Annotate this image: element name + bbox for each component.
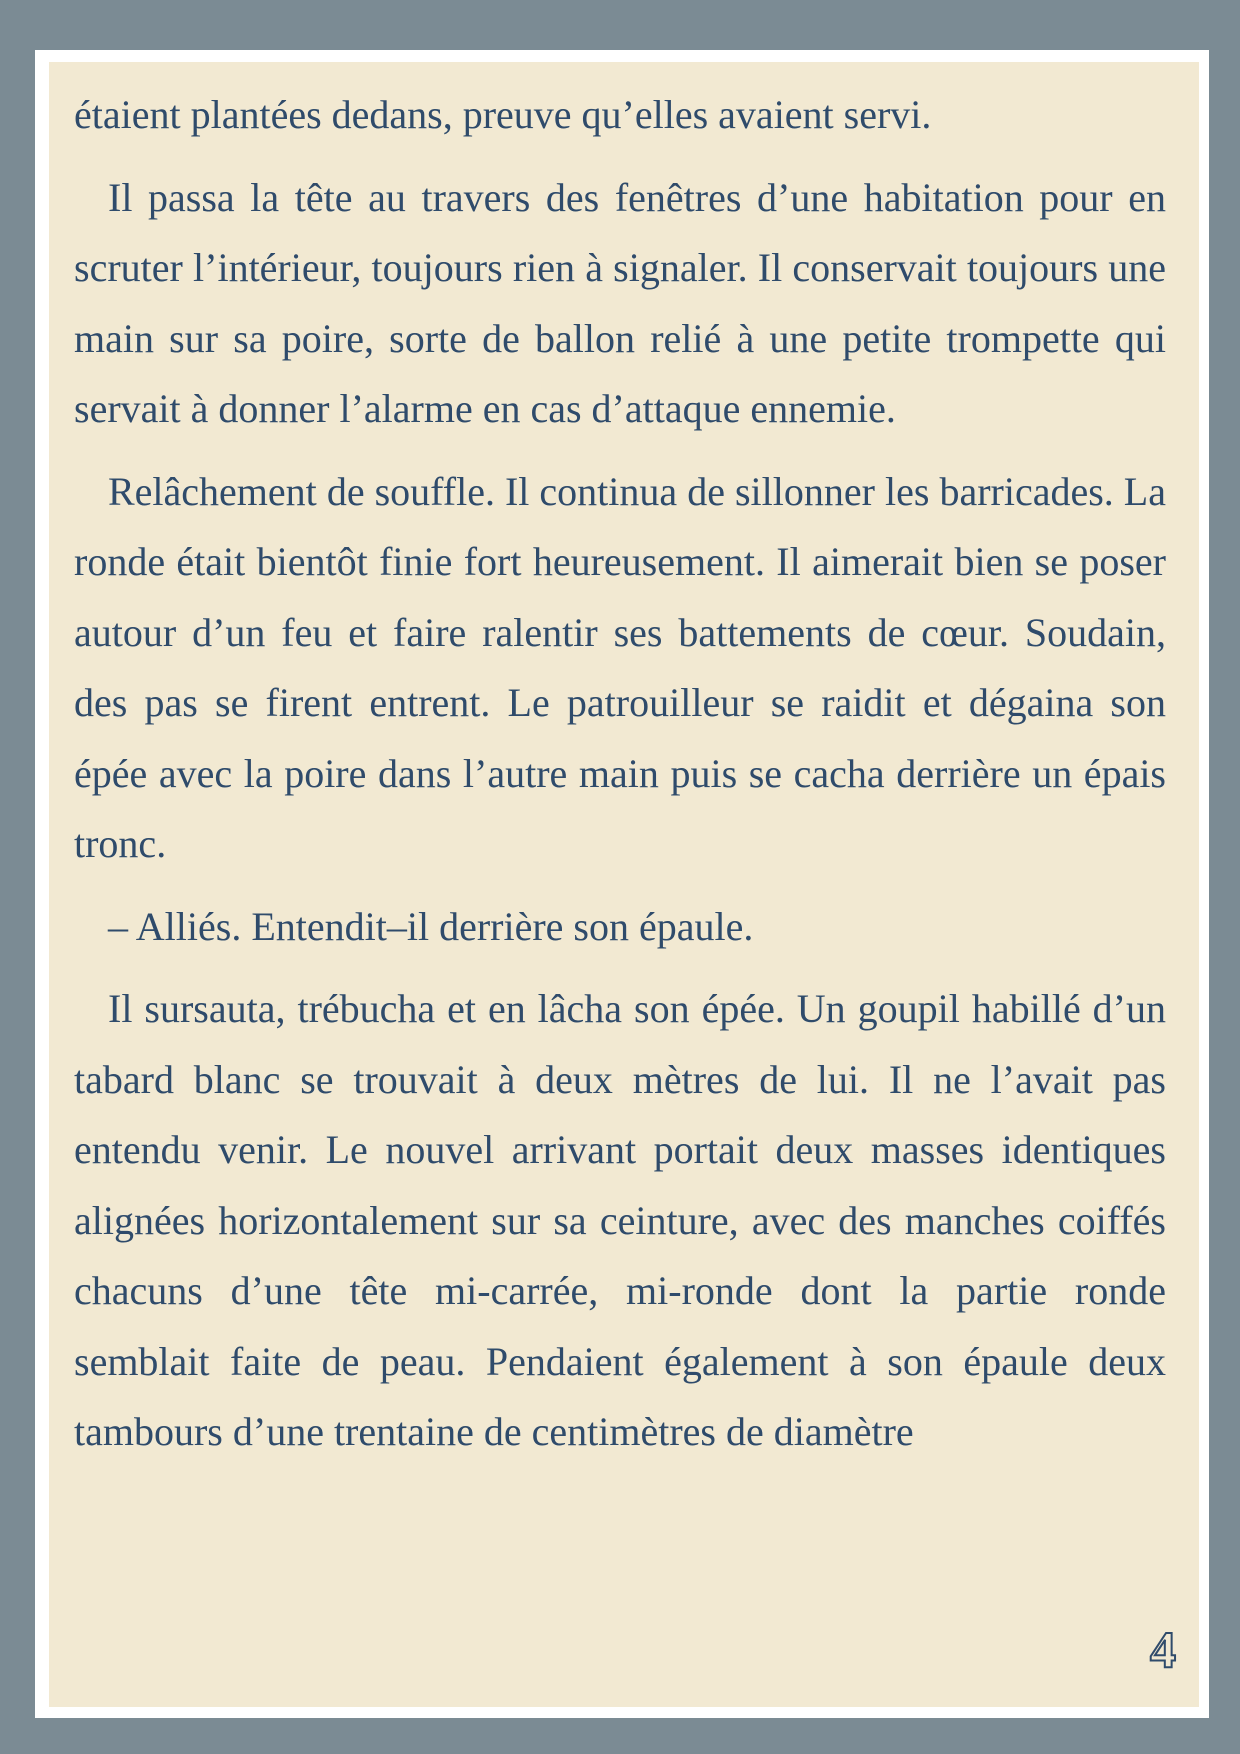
paragraph-5: Il sursauta, trébucha et en lâcha son épée. Un goupil habillé d’un tabard blanc se trouvait à deux mètres de lui. Il ne l’avait pas entendu venir. Le nouvel arrivant portait deux masses identiques alignées horizontalement sur sa ceinture, avec des manches coiffés chacuns d’une tête mi-carrée, mi-ronde dont la partie ronde semblait faite de peau. Pendaient également à son épaule deux tambours d’une trentaine de centimètres de diamètre [74,986,1166,1454]
page-number-badge [1141,1623,1185,1679]
page-number: 4 [1150,1623,1176,1679]
paragraph-1: étaient plantées dedans, preuve qu’elles avaient servi. [74,92,932,137]
dialogue-line: – Alliés. Entendit–il derrière son épaule. [108,903,754,949]
book-page [49,62,1199,1707]
paragraph-2: Il passa la tête au travers des fenêtres d’une habitation pour en scruter l’intérieur, toujours rien à signaler. Il conservait toujours une main sur sa poire, sorte de ballon relié à une petite trompette qui servait à donner l’alarme en cas d’attaque ennemie. [74,174,1166,431]
paragraph-3: Relâchement de souffle. Il continua de sillonner les barricades. La ronde était bientôt finie fort heureusement. Il aimerait bien se poser autour d’un feu et faire ralentir ses battements de cœur. Soudain, des pas se firent entrent. Le patrouilleur se raidit et dégaina son épée avec la poire dans l’autre main puis se cacha derrière un épais tronc. [74,468,1166,866]
